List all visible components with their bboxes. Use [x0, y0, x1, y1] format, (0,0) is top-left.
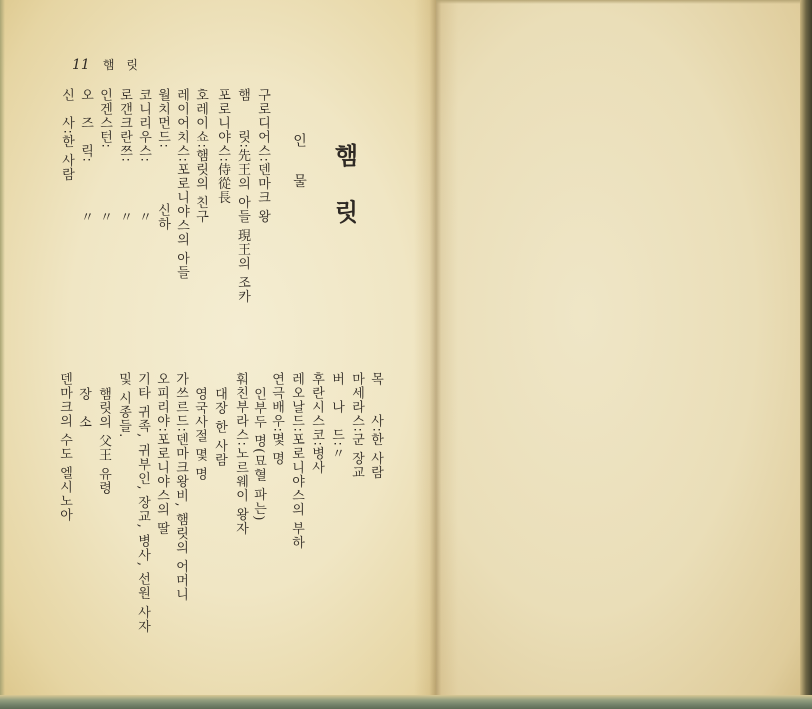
setting-text: 덴마크의 수도 엘시노아 — [57, 372, 72, 523]
top-edge-shadow — [436, 0, 812, 4]
cast-entry: 대장 한 사람 — [212, 387, 227, 468]
cast-entry: 코니리우스∶ — [136, 88, 151, 163]
running-head-title: 햄 릿 — [102, 58, 142, 72]
cast-entry: 기타 귀족, 귀부인, 장교, 병사, 선원 사자 — [135, 372, 150, 634]
cast-entry: 훠친부라스∶노르웨이 왕자 — [233, 372, 248, 536]
cast-entry: 신 사∶한 사람 — [59, 88, 74, 182]
cast-entry: 호레이쇼∶햄릿의 친구 — [193, 88, 208, 224]
cast-entry: 가쓰르드∶덴마크왕비, 햄릿의 어머니 — [173, 372, 188, 602]
cast-role-ditto: 〃 — [136, 210, 151, 224]
cast-entry: 오피리야∶포로니야스의 딸 — [154, 372, 169, 536]
cast-entry: 레오날드∶포로니야스의 부하 — [289, 372, 304, 550]
cast-entry: 영국사절 몇 명 — [192, 387, 207, 482]
cast-heading: 인 물 — [291, 133, 307, 199]
cast-entry: 구로디어스∶덴마크 왕 — [255, 88, 270, 224]
cast-entry: 인부두 명(묘혈 파는) — [251, 387, 266, 522]
cast-entry: 연극배우∶몇 명 — [269, 372, 284, 466]
cast-entry: 오 즈 릭∶ — [78, 88, 93, 163]
cast-entry: 목 사∶한 사람 — [368, 372, 383, 480]
page-number: 11 — [72, 57, 90, 73]
right-cover-edge — [800, 0, 812, 709]
cast-role-ditto: 〃 — [78, 210, 93, 224]
play-title: 햄 릿 — [330, 143, 359, 236]
cast-entry: 버 나 드∶〃 — [329, 372, 344, 461]
cast-role: 신하 — [155, 203, 170, 231]
cast-entry: 및 시종들. — [116, 372, 131, 439]
cast-role-ditto: 〃 — [97, 210, 112, 224]
right-page-blank — [436, 0, 804, 699]
cast-entry: 인겐스턴∶ — [97, 88, 112, 149]
setting-label: 장 소 — [76, 387, 91, 429]
cast-role-ditto: 〃 — [117, 210, 132, 224]
cast-entry: 햄 릿∶先王의 아들 現王의 조카 — [235, 88, 250, 304]
cast-entry: 햄릿의 父王 유령 — [96, 387, 111, 496]
cast-entry: 후란시스코∶병사 — [309, 372, 324, 475]
cast-entry: 마세라스∶군 장교 — [349, 372, 364, 480]
spine-shadow — [414, 0, 458, 699]
cast-entry: 월치먼드∶ — [155, 88, 170, 149]
bottom-cover-edge — [0, 695, 812, 709]
running-head — [72, 54, 142, 73]
cast-entry: 레이어치스∶포로니야스의 아들 — [174, 88, 189, 280]
left-cover-edge — [0, 0, 5, 700]
cast-entry: 로갠크란쯔∶ — [117, 88, 132, 163]
cast-entry: 포로니야스∶侍從長 — [215, 88, 230, 205]
